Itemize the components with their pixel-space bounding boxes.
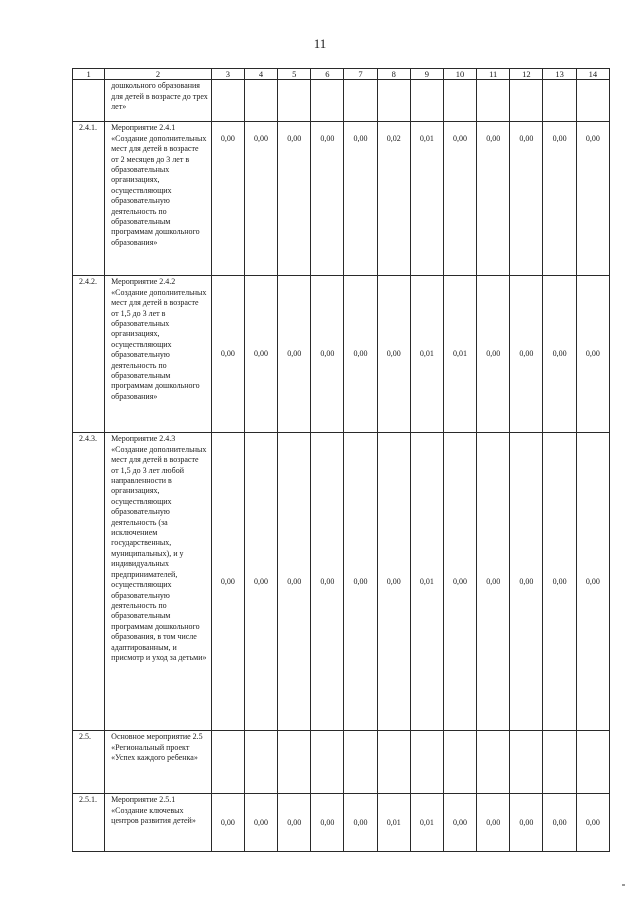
row-value: 0,00 — [443, 794, 476, 852]
row-value: 0,00 — [278, 794, 311, 852]
column-header: 3 — [211, 69, 244, 80]
row-value: 0,00 — [211, 794, 244, 852]
table-row — [73, 794, 610, 852]
column-header: 5 — [278, 69, 311, 80]
row-value: 0,00 — [278, 122, 311, 276]
row-value: 0,01 — [410, 794, 443, 852]
row-value — [344, 731, 377, 794]
column-header: 6 — [311, 69, 344, 80]
row-value — [278, 80, 311, 122]
row-value — [211, 80, 244, 122]
row-value: 0,00 — [311, 122, 344, 276]
row-value: 0,01 — [410, 276, 443, 433]
row-value: 0,00 — [311, 433, 344, 731]
row-value: 0,00 — [311, 794, 344, 852]
column-header: 8 — [377, 69, 410, 80]
row-value — [510, 731, 543, 794]
row-code: 2.4.3. — [73, 433, 105, 731]
row-value — [477, 80, 510, 122]
row-name: Мероприятие 2.4.2 «Создание дополнительных мест для детей в возрасте от 1,5 до 3 лет в образовательных организациях, осуществляющих образовательную деятельность по образовательным программам дошкольного образования» — [105, 276, 212, 433]
column-header: 9 — [410, 69, 443, 80]
column-header: 10 — [443, 69, 476, 80]
row-value — [443, 731, 476, 794]
column-header: 14 — [576, 69, 609, 80]
row-value: 0,00 — [443, 433, 476, 731]
row-value: 0,00 — [510, 433, 543, 731]
row-name: Мероприятие 2.4.1 «Создание дополнительных мест для детей в возрасте от 2 месяцев до 3 лет в образовательных организациях, осуществляющих образовательную деятельность по образовательным программам дошкольного образования» — [105, 122, 212, 276]
page-number: 11 — [313, 36, 327, 51]
row-value: 0,00 — [211, 122, 244, 276]
row-value — [543, 731, 576, 794]
row-value: 0,00 — [377, 276, 410, 433]
column-header: 4 — [244, 69, 277, 80]
row-value: 0,00 — [510, 276, 543, 433]
column-header: 13 — [543, 69, 576, 80]
column-header: 1 — [73, 69, 105, 80]
row-value: 0,00 — [344, 433, 377, 731]
row-value: 0,00 — [543, 276, 576, 433]
row-value — [443, 80, 476, 122]
row-value — [477, 731, 510, 794]
row-value — [278, 731, 311, 794]
row-name: Мероприятие 2.4.3 «Создание дополнительных мест для детей в возрасте от 1,5 до 3 лет любой направленности в организациях, осуществляющих образовательную деятельность (за исключением государственных, муниципальных), и у индивидуальных предпринимателей, осуществляющих образовательную деятельность по образовательным программам дошкольного образования, в том числе адаптированным, и присмотр и уход за детьми» — [105, 433, 212, 731]
row-value: 0,00 — [244, 433, 277, 731]
row-value: 0,00 — [543, 122, 576, 276]
row-name: дошкольного образования для детей в возрасте до трех лет» — [105, 80, 212, 122]
scan-speck — [622, 884, 625, 886]
row-value: 0,01 — [410, 433, 443, 731]
row-value: 0,00 — [510, 794, 543, 852]
row-value — [344, 80, 377, 122]
row-value: 0,00 — [443, 122, 476, 276]
row-value — [576, 731, 609, 794]
table-row — [73, 433, 610, 731]
row-value: 0,00 — [344, 794, 377, 852]
row-value: 0,01 — [377, 794, 410, 852]
row-value: 0,00 — [344, 122, 377, 276]
row-value: 0,00 — [576, 433, 609, 731]
table-row — [73, 80, 610, 122]
row-value: 0,00 — [477, 122, 510, 276]
row-value: 0,01 — [410, 122, 443, 276]
row-value: 0,00 — [311, 276, 344, 433]
row-value: 0,00 — [576, 276, 609, 433]
row-value: 0,02 — [377, 122, 410, 276]
row-value — [510, 80, 543, 122]
row-value: 0,00 — [244, 122, 277, 276]
column-header: 2 — [105, 69, 212, 80]
row-code: 2.4.2. — [73, 276, 105, 433]
row-value — [244, 80, 277, 122]
row-value: 0,00 — [510, 122, 543, 276]
row-code: 2.4.1. — [73, 122, 105, 276]
column-header: 7 — [344, 69, 377, 80]
row-value: 0,00 — [477, 433, 510, 731]
row-value: 0,00 — [377, 433, 410, 731]
row-code — [73, 80, 105, 122]
row-value — [410, 731, 443, 794]
column-header: 11 — [477, 69, 510, 80]
row-value: 0,00 — [278, 276, 311, 433]
row-name: Основное мероприятие 2.5 «Региональный проект «Успех каждого ребенка» — [105, 731, 212, 794]
row-name: Мероприятие 2.5.1 «Создание ключевых центров развития детей» — [105, 794, 212, 852]
row-value — [377, 731, 410, 794]
row-value: 0,00 — [344, 276, 377, 433]
table-header-row — [73, 69, 610, 80]
row-value — [211, 731, 244, 794]
row-value: 0,00 — [211, 276, 244, 433]
indicator-table — [72, 68, 610, 852]
table-row — [73, 731, 610, 794]
row-value: 0,00 — [477, 276, 510, 433]
table-row — [73, 276, 610, 433]
row-value — [410, 80, 443, 122]
row-value — [576, 80, 609, 122]
row-value: 0,00 — [477, 794, 510, 852]
row-value — [311, 731, 344, 794]
row-value — [543, 80, 576, 122]
row-value: 0,01 — [443, 276, 476, 433]
row-value: 0,00 — [543, 433, 576, 731]
row-value: 0,00 — [211, 433, 244, 731]
row-value: 0,00 — [244, 794, 277, 852]
row-code: 2.5.1. — [73, 794, 105, 852]
row-value — [377, 80, 410, 122]
row-value: 0,00 — [244, 276, 277, 433]
row-code: 2.5. — [73, 731, 105, 794]
row-value: 0,00 — [278, 433, 311, 731]
row-value: 0,00 — [576, 122, 609, 276]
table-row — [73, 122, 610, 276]
row-value: 0,00 — [576, 794, 609, 852]
column-header: 12 — [510, 69, 543, 80]
row-value: 0,00 — [543, 794, 576, 852]
row-value — [311, 80, 344, 122]
row-value — [244, 731, 277, 794]
